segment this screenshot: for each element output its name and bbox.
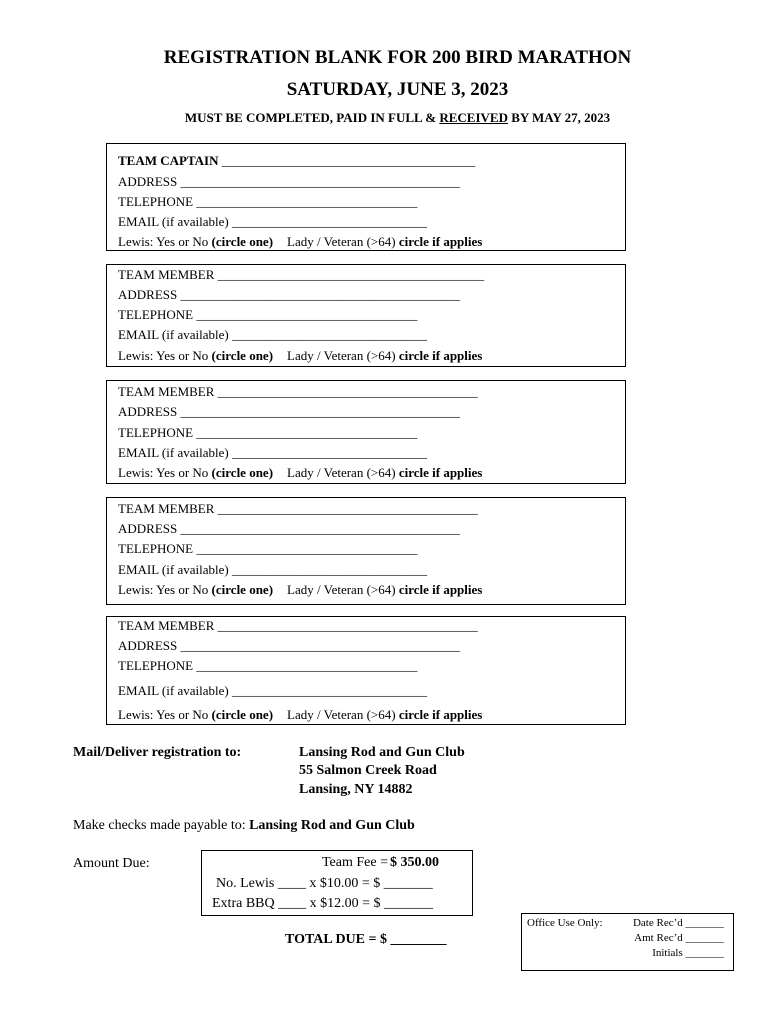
- member3-heading: TEAM MEMBER: [118, 501, 215, 516]
- member2-email-line[interactable]: EMAIL (if available) ______________________________: [118, 445, 427, 460]
- captain-name-line[interactable]: [118, 153, 475, 169]
- member1-options-line[interactable]: [118, 348, 482, 364]
- bbq-fee-line[interactable]: Extra BBQ ____ x $12.00 = $ _______: [212, 896, 433, 911]
- office-use-box: [521, 913, 734, 971]
- deadline-notice: [0, 110, 770, 126]
- captain-options-line[interactable]: [118, 234, 482, 250]
- member4-options-line[interactable]: [118, 707, 482, 723]
- checks-payable-line: [73, 818, 415, 834]
- lewis-circle-note: (circle one): [211, 707, 274, 722]
- amount-due-label: Amount Due:: [73, 856, 150, 871]
- lady-veteran-note: circle if applies: [398, 707, 483, 722]
- form-title: REGISTRATION BLANK FOR 200 BIRD MARATHON: [163, 47, 632, 68]
- member1-telephone-line[interactable]: TELEPHONE __________________________________: [118, 307, 418, 322]
- team-member-block-3: [106, 497, 626, 605]
- member1-name-line[interactable]: [118, 267, 484, 283]
- mail-deliver-label: Mail/Deliver registration to:: [73, 745, 242, 760]
- lady-veteran-note: circle if applies: [398, 582, 483, 597]
- team-fee-label: Team Fee =: [321, 855, 388, 870]
- lady-veteran-note: circle if applies: [398, 348, 483, 363]
- member4-heading: TEAM MEMBER: [118, 618, 215, 633]
- member4-name-blank: ________________________________________: [214, 618, 478, 633]
- member3-options-line[interactable]: [118, 582, 482, 598]
- member3-name-line[interactable]: [118, 501, 478, 517]
- lady-veteran-label: Lady / Veteran (>64): [287, 234, 399, 249]
- lewis-label: Lewis: Yes or No: [118, 348, 212, 363]
- member4-telephone-line[interactable]: TELEPHONE __________________________________: [118, 658, 418, 673]
- member2-address-line[interactable]: ADDRESS ___________________________________________: [118, 404, 460, 419]
- member1-email-line[interactable]: EMAIL (if available) ______________________________: [118, 327, 427, 342]
- lewis-label: Lewis: Yes or No: [118, 707, 212, 722]
- member3-telephone-line[interactable]: TELEPHONE __________________________________: [118, 541, 418, 556]
- lewis-circle-note: (circle one): [211, 348, 274, 363]
- deadline-prefix: MUST BE COMPLETED, PAID IN FULL &: [184, 110, 440, 125]
- team-member-block-4: [106, 616, 626, 725]
- initials-field: Initials _______: [652, 947, 724, 959]
- amount-received-field: Amt Rec’d _______: [634, 932, 724, 944]
- member4-email-line[interactable]: EMAIL (if available) ______________________________: [118, 683, 427, 698]
- lewis-label: Lewis: Yes or No: [118, 234, 212, 249]
- fee-box: [201, 850, 473, 916]
- payable-name: Lansing Rod and Gun Club: [249, 818, 415, 833]
- lady-veteran-note: circle if applies: [398, 465, 483, 480]
- deadline-suffix: BY MAY 27, 2023: [507, 110, 611, 125]
- mail-city: Lansing, NY 14882: [299, 782, 413, 797]
- payable-prefix: Make checks made payable to:: [73, 818, 250, 833]
- member2-telephone-line[interactable]: TELEPHONE __________________________________: [118, 425, 418, 440]
- team-member-block-2: [106, 380, 626, 484]
- member3-name-blank: ________________________________________: [214, 501, 478, 516]
- mail-club-name: Lansing Rod and Gun Club: [299, 745, 465, 760]
- lady-veteran-label: Lady / Veteran (>64): [287, 465, 399, 480]
- team-member-block-1: [106, 264, 626, 367]
- member1-heading: TEAM MEMBER: [118, 267, 215, 282]
- lewis-circle-note: (circle one): [211, 234, 274, 249]
- captain-address-line[interactable]: ADDRESS ___________________________________________: [118, 174, 460, 189]
- total-due-line[interactable]: TOTAL DUE = $ ________: [285, 932, 447, 947]
- member2-name-blank: ________________________________________: [214, 384, 478, 399]
- lewis-label: Lewis: Yes or No: [118, 582, 212, 597]
- lady-veteran-label: Lady / Veteran (>64): [287, 707, 399, 722]
- member2-name-line[interactable]: [118, 384, 478, 400]
- member4-address-line[interactable]: ADDRESS ___________________________________________: [118, 638, 460, 653]
- lewis-circle-note: (circle one): [211, 582, 274, 597]
- lewis-circle-note: (circle one): [211, 465, 274, 480]
- deadline-received: RECEIVED: [439, 110, 508, 125]
- captain-email-line[interactable]: EMAIL (if available) ______________________________: [118, 214, 427, 229]
- date-received-field: Date Rec’d _______: [632, 917, 724, 929]
- lewis-fee-line[interactable]: No. Lewis ____ x $10.00 = $ _______: [216, 876, 433, 891]
- team-captain-block: [106, 143, 626, 251]
- captain-heading: TEAM CAPTAIN: [118, 153, 219, 168]
- lady-veteran-note: circle if applies: [398, 234, 483, 249]
- member3-address-line[interactable]: ADDRESS ___________________________________________: [118, 521, 460, 536]
- lady-veteran-label: Lady / Veteran (>64): [287, 348, 399, 363]
- lady-veteran-label: Lady / Veteran (>64): [287, 582, 399, 597]
- captain-name-blank: _______________________________________: [218, 153, 476, 168]
- member2-options-line[interactable]: [118, 465, 482, 481]
- member1-address-line[interactable]: ADDRESS ___________________________________________: [118, 287, 460, 302]
- event-date: SATURDAY, JUNE 3, 2023: [286, 79, 509, 100]
- mail-street: 55 Salmon Creek Road: [299, 763, 437, 778]
- member3-email-line[interactable]: EMAIL (if available) ______________________________: [118, 562, 427, 577]
- member2-heading: TEAM MEMBER: [118, 384, 215, 399]
- member4-name-line[interactable]: [118, 618, 478, 634]
- captain-telephone-line[interactable]: TELEPHONE __________________________________: [118, 194, 418, 209]
- lewis-label: Lewis: Yes or No: [118, 465, 212, 480]
- team-fee-value: $ 350.00: [390, 855, 439, 870]
- member1-name-blank: _________________________________________: [214, 267, 485, 282]
- office-use-label: Office Use Only:: [527, 917, 603, 929]
